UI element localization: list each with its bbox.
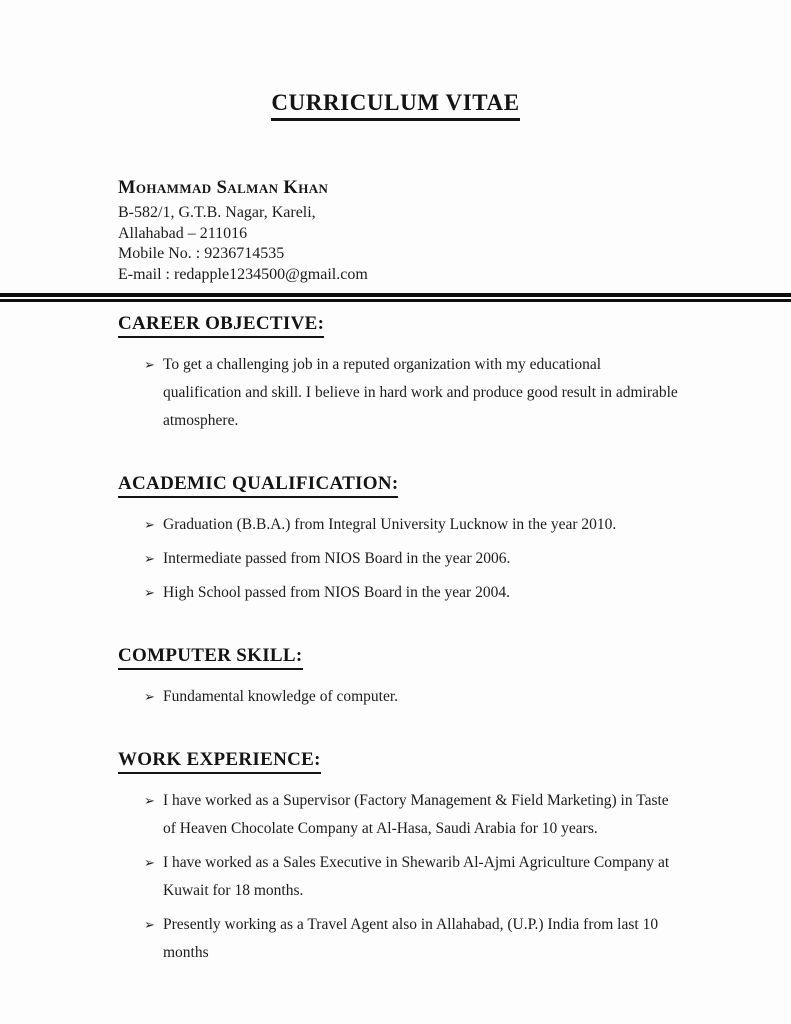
document-title-wrap bbox=[0, 0, 791, 121]
sections-container bbox=[118, 313, 701, 967]
document-title: CURRICULUM VITAE bbox=[271, 90, 519, 121]
bullet-item bbox=[118, 683, 701, 711]
section-academic-qualification bbox=[118, 473, 701, 607]
bullet-list bbox=[118, 683, 701, 711]
arrow-bullet-icon: ➢ bbox=[144, 855, 155, 870]
section-heading: ACADEMIC QUALIFICATION: bbox=[118, 473, 398, 498]
bullet-item bbox=[118, 545, 701, 573]
bullet-text: I have worked as a Sales Executive in Shewarib Al-Ajmi Agriculture Company at Kuwait for 18 months. bbox=[163, 854, 670, 899]
section-heading: CAREER OBJECTIVE: bbox=[118, 313, 324, 338]
address-line-1: B-582/1, G.T.B. Nagar, Kareli, bbox=[118, 204, 316, 221]
bullet-text: Fundamental knowledge of computer. bbox=[163, 688, 399, 705]
section-computer-skill bbox=[118, 645, 701, 711]
section-career-objective bbox=[118, 313, 701, 435]
arrow-bullet-icon: ➢ bbox=[144, 357, 155, 372]
candidate-name: Mohammad Salman Khan bbox=[118, 178, 329, 198]
arrow-bullet-icon: ➢ bbox=[144, 793, 155, 808]
arrow-bullet-icon: ➢ bbox=[144, 917, 155, 932]
bullet-list bbox=[118, 787, 701, 967]
bullet-text: Presently working as a Travel Agent also in Allahabad, (U.P.) India from last 10 months bbox=[163, 916, 659, 961]
arrow-bullet-icon: ➢ bbox=[144, 551, 155, 566]
bullet-text: Intermediate passed from NIOS Board in the year 2006. bbox=[163, 550, 511, 567]
address-line-2: Allahabad – 211016 bbox=[118, 224, 248, 242]
section-heading: WORK EXPERIENCE: bbox=[118, 749, 321, 774]
arrow-bullet-icon: ➢ bbox=[144, 517, 155, 532]
section-work-experience bbox=[118, 749, 701, 967]
arrow-bullet-icon: ➢ bbox=[144, 585, 155, 600]
bullet-item bbox=[118, 849, 701, 905]
bullet-text: High School passed from NIOS Board in the year 2004. bbox=[163, 584, 510, 601]
email-address: E-mail : redapple1234500@gmail.com bbox=[118, 265, 368, 283]
arrow-bullet-icon: ➢ bbox=[144, 689, 155, 704]
bullet-text: I have worked as a Supervisor (Factory Management & Field Marketing) in Taste of Heaven Chocolate Company at Al-Hasa, Saudi Arabia for 10 years. bbox=[163, 792, 669, 837]
bullet-text: To get a challenging job in a reputed organization with my educational qualification and skill. I believe in hard work and produce good result in admirable atmosphere. bbox=[163, 356, 678, 429]
bullet-item bbox=[118, 511, 701, 539]
section-heading: COMPUTER SKILL: bbox=[118, 645, 303, 670]
bullet-list bbox=[118, 351, 701, 435]
bullet-item bbox=[118, 351, 701, 435]
bullet-list bbox=[118, 511, 701, 607]
bullet-item bbox=[118, 911, 701, 967]
contact-block bbox=[118, 177, 791, 285]
bullet-item bbox=[118, 787, 701, 843]
bullet-item bbox=[118, 579, 701, 607]
bullet-text: Graduation (B.B.A.) from Integral University Lucknow in the year 2010. bbox=[163, 516, 617, 533]
mobile-number: Mobile No. : 9236714535 bbox=[118, 245, 285, 262]
double-horizontal-rule bbox=[0, 293, 791, 302]
